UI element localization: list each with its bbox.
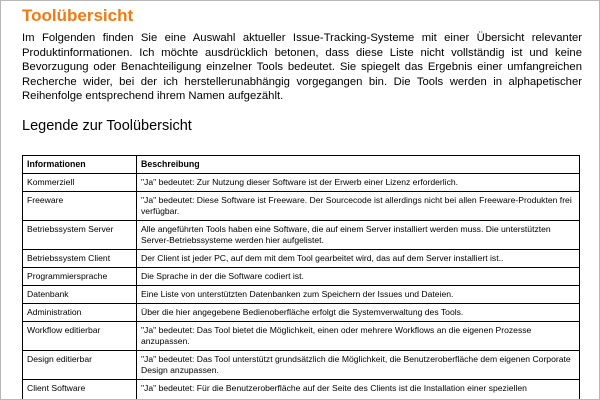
row-description: Eine Liste von unterstützten Datenbanken zum Speichern der Issues und Dateien.: [137, 286, 580, 304]
legend-table: [22, 155, 580, 400]
table-row: [23, 286, 580, 304]
table-header-row: [23, 156, 580, 174]
row-description: Der Client ist jeder PC, auf dem mit dem Tool gearbeitet wird, das auf dem Server installiert ist..: [137, 250, 580, 268]
table-row: [23, 250, 580, 268]
row-info: Design editierbar: [23, 351, 137, 380]
row-description: "Ja" bedeutet: Das Tool bietet die Möglichkeit, einen oder mehrere Workflows an die eigenen Prozesse anzupassen.: [137, 322, 580, 351]
row-info: Datenbank: [23, 286, 137, 304]
row-info: Betriebssystem Client: [23, 250, 137, 268]
row-description: Über die hier angegebene Bedienoberfläche erfolgt die Systemverwaltung des Tools.: [137, 304, 580, 322]
row-description: Alle angeführten Tools haben eine Software, die auf einem Server installiert werden muss. Die unterstützten Server-Betriebssysteme werden hier aufgelistet.: [137, 221, 580, 250]
row-description: "Ja" bedeutet: Zur Nutzung dieser Software ist der Erwerb einer Lizenz erforderlich.: [137, 174, 580, 192]
table-row: [23, 192, 580, 221]
row-description: Die Sprache in der die Software codiert ist.: [137, 268, 580, 286]
table-row: [23, 304, 580, 322]
column-header-informationen: Informationen: [23, 156, 137, 174]
row-info: Betriebssystem Server: [23, 221, 137, 250]
table-row: [23, 322, 580, 351]
page-title: Toolübersicht: [22, 6, 134, 25]
table-row: [23, 351, 580, 380]
row-info: Freeware: [23, 192, 137, 221]
row-info: Administration: [23, 304, 137, 322]
row-description: "Ja" bedeutet: Diese Software ist Freeware. Der Sourcecode ist allerdings nicht bei allen Freeware-Produkten frei verfügbar.: [137, 192, 580, 221]
table-row: [23, 174, 580, 192]
column-header-beschreibung: Beschreibung: [137, 156, 580, 174]
row-info: Kommerziell: [23, 174, 137, 192]
row-info: Client Software: [23, 380, 137, 400]
table-row: [23, 221, 580, 250]
intro-paragraph: Im Folgenden finden Sie eine Auswahl aktueller Issue-Tracking-Systeme mit einer Übersicht relevanter Produktinformationen. Ich möchte ausdrücklich betonen, dass diese Liste nicht vollständig ist und keine Bevorzugung oder Benachteiligung einzelner Tools bedeutet. Sie spiegelt das Ergebnis einer umfangreichen Recherche wider, bei der ich herstellerunabhängig vorgegangen bin. Die Tools werden in alphapetischer Reihenfolge entsprechend ihrem Namen aufgezählt.: [22, 32, 582, 103]
row-info: Programmiersprache: [23, 268, 137, 286]
row-description: "Ja" bedeutet: Für die Benutzeroberfläche auf der Seite des Clients ist die Installation einer speziellen: [137, 380, 580, 400]
table-row: [23, 268, 580, 286]
table-row: [23, 380, 580, 400]
row-description: "Ja" bedeutet: Das Tool unterstützt grundsätzlich die Möglichkeit, die Benutzeroberfläche dem eigenen Corporate Design anzupassen.: [137, 351, 580, 380]
row-info: Workflow editierbar: [23, 322, 137, 351]
legend-heading: Legende zur Toolübersicht: [22, 118, 192, 134]
